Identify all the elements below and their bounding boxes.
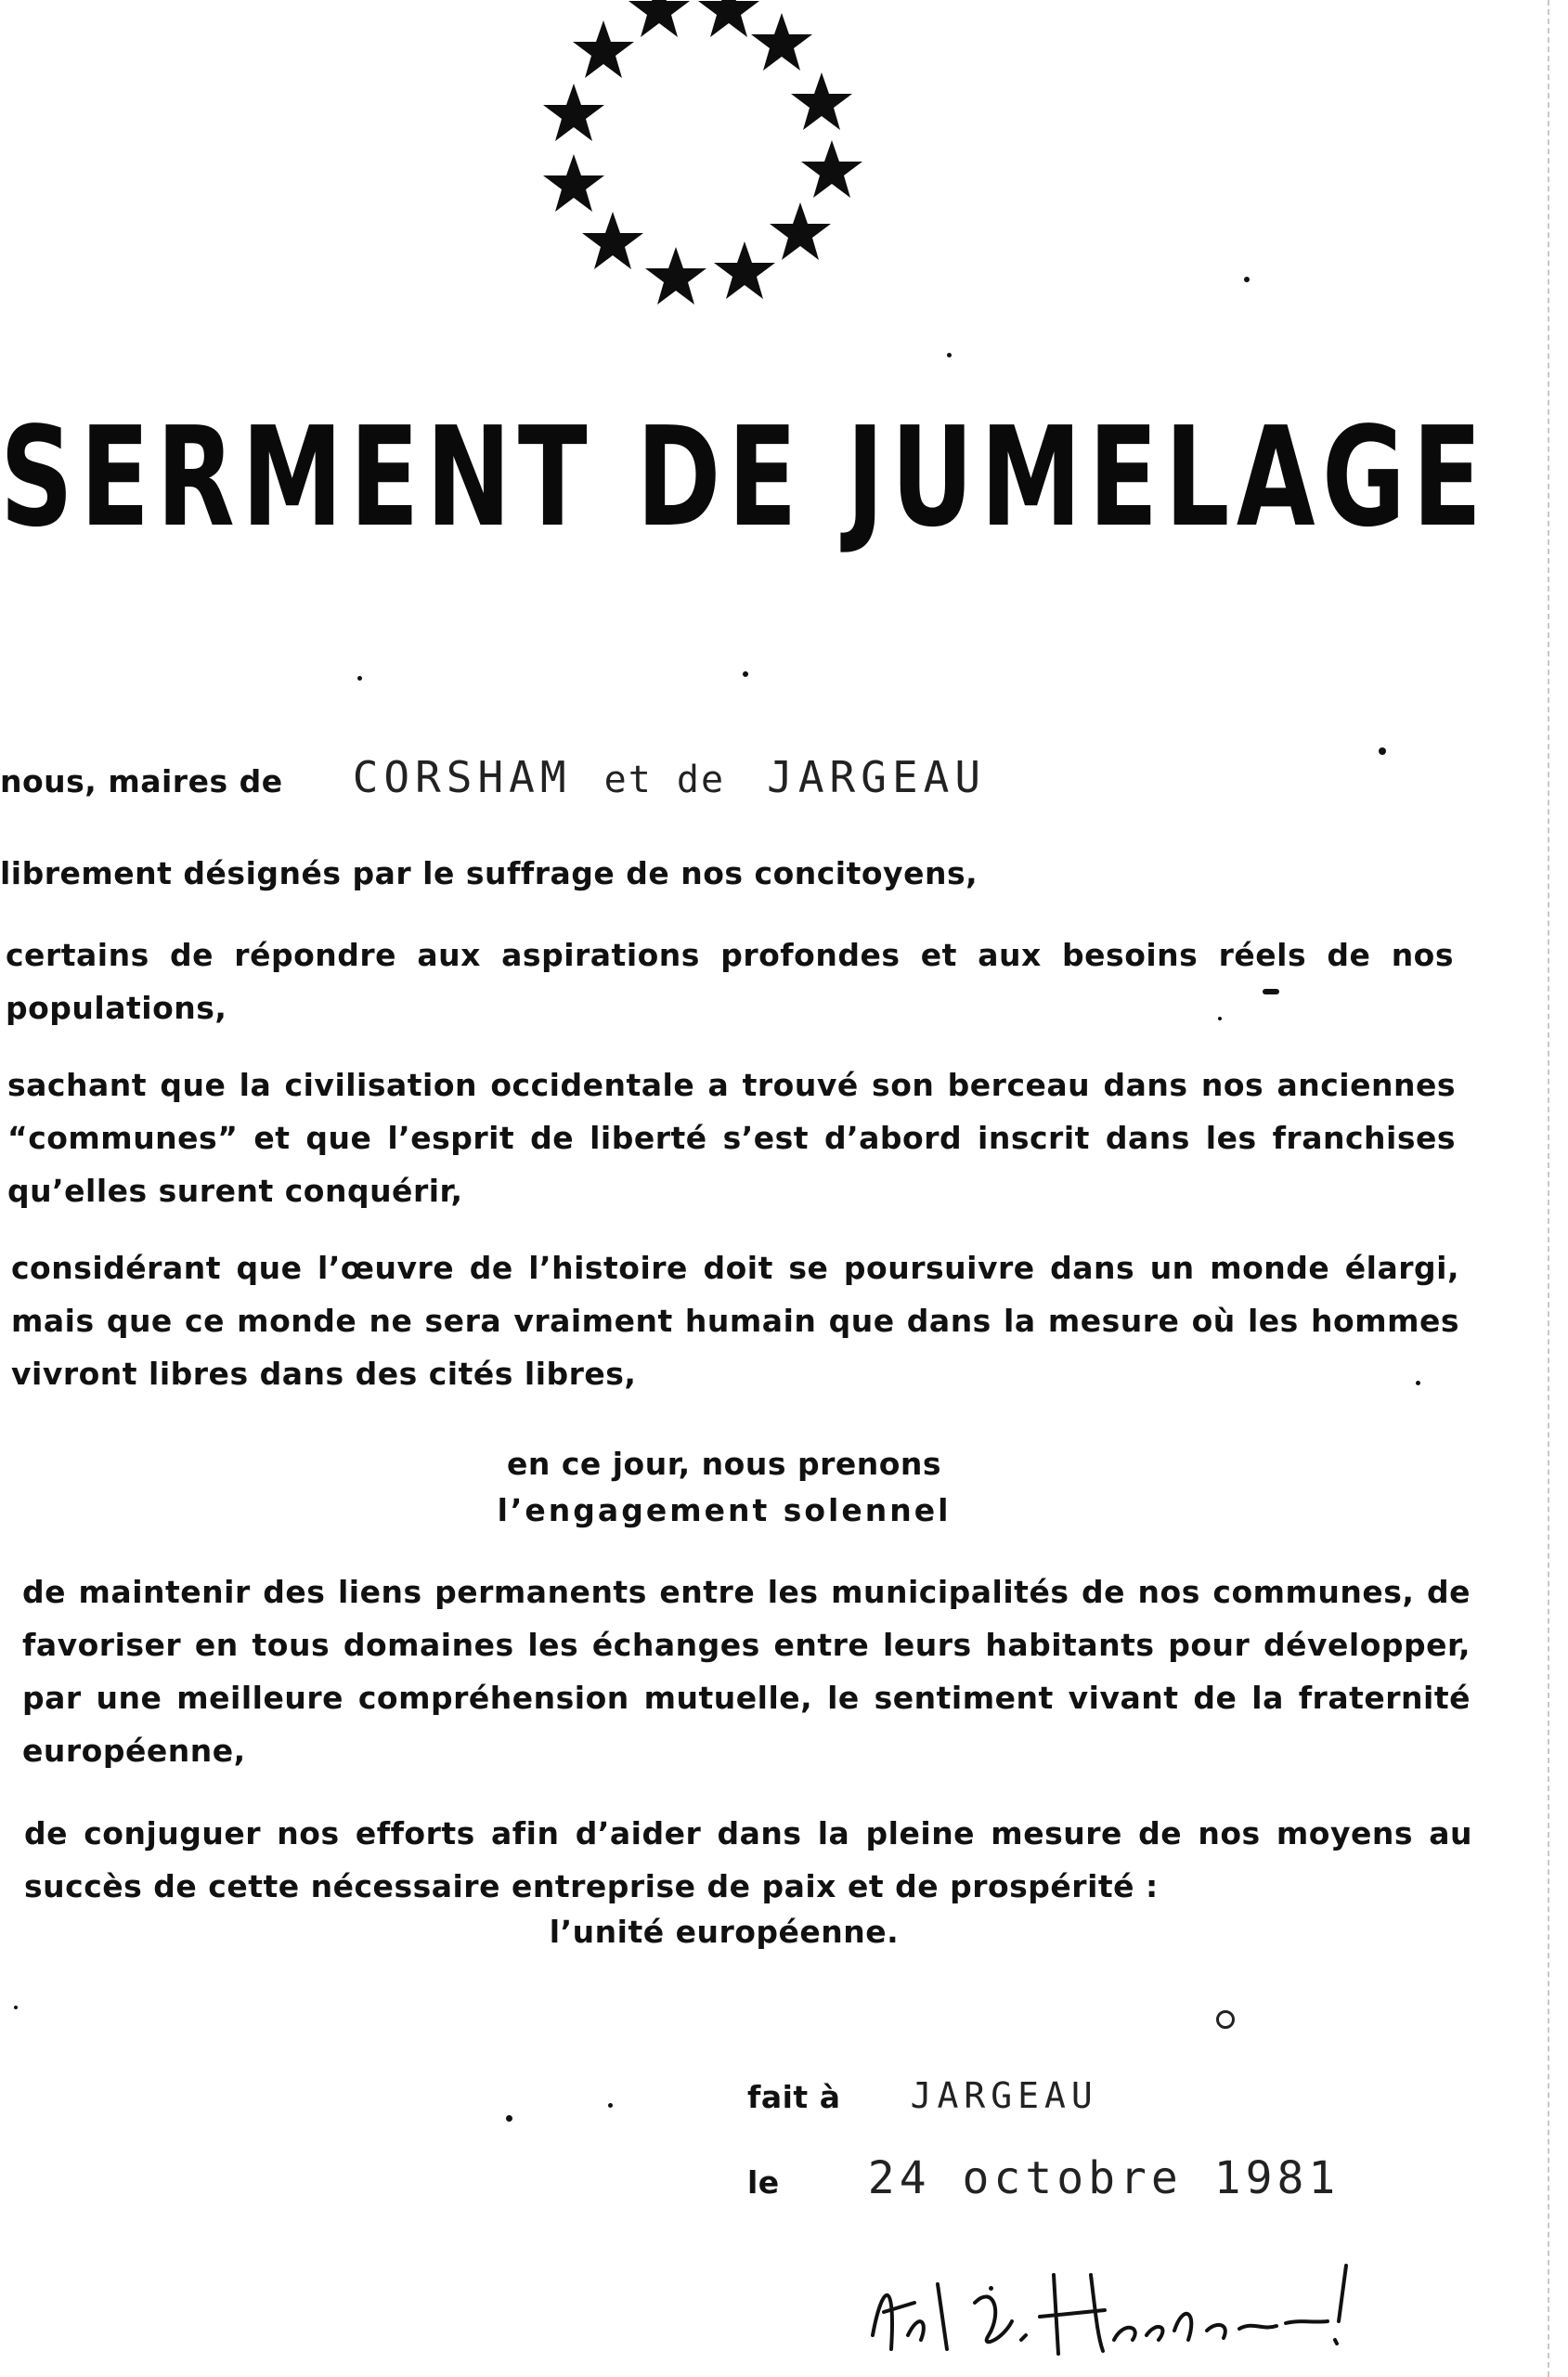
star-icon — [645, 247, 706, 305]
date-line — [747, 2152, 1340, 2209]
star-icon — [543, 154, 604, 212]
scan-speck — [947, 353, 952, 357]
paragraph-histoire: considérant que l’œuvre de l’histoire doit se poursuivre dans un monde élargi, mais que ce monde ne sera vraiment humain que dans la mesure où les hommes vivront libres dans des cités libres, — [11, 1250, 1459, 1392]
star-icon — [751, 13, 812, 71]
star-icon — [801, 140, 862, 198]
scan-speck — [506, 2115, 512, 2122]
star-icon — [714, 241, 775, 299]
star-icon — [698, 0, 759, 37]
place-handwritten: JARGEAU — [910, 2075, 1098, 2116]
closing-line: l’unité européenne. — [549, 1914, 900, 1950]
paragraph-civilisation: sachant que la civilisation occidentale a trouvé son berceau dans nos anciennes “communes” et que l’esprit de liberté s’est d’abord inscrit dans les franchises qu’elles surent conquérir, — [7, 1067, 1456, 1209]
star-icon — [791, 72, 852, 130]
scan-speck — [1263, 989, 1279, 994]
paragraph-aspirations: certains de répondre aux aspirations profondes et aux besoins réels de nos populations, — [6, 937, 1454, 1026]
paragraph-efforts: de conjuguer nos efforts afin d’aider dans la pleine mesure de nos moyens au succès de cette nécessaire entreprise de paix et de prospérité : — [24, 1815, 1472, 1904]
signature-text: Peter G. Henderson — [863, 2247, 873, 2248]
date-label: le — [747, 2164, 780, 2201]
scan-speck — [989, 2286, 993, 2291]
scan-speck — [743, 671, 748, 677]
date-handwritten: 24 octobre 1981 — [867, 2152, 1341, 2204]
document-title: SERMENT DE JUMELAGE — [0, 397, 1489, 557]
place-line — [747, 2071, 1098, 2124]
scan-speck — [1416, 1381, 1420, 1385]
mayor-signature — [863, 2247, 1383, 2377]
place-label: fait à — [747, 2079, 841, 2115]
scan-speck — [14, 2006, 18, 2009]
scan-speck — [1244, 277, 1250, 282]
scan-speck — [1218, 1017, 1222, 1020]
intro-prefix: nous, maires de — [0, 763, 283, 799]
intro-line — [0, 752, 986, 808]
conjunction-handwritten: et de — [603, 759, 726, 801]
star-icon — [770, 202, 831, 260]
scan-edge — [1548, 0, 1568, 2377]
town-a-handwritten: CORSHAM — [352, 752, 572, 802]
european-stars-emblem — [520, 0, 891, 316]
scan-speck — [1216, 2010, 1235, 2029]
star-icon — [543, 84, 604, 141]
star-icon — [582, 212, 643, 269]
engagement-line-2: l’engagement solennel — [497, 1492, 952, 1528]
paragraph-suffrage: librement désignés par le suffrage de nos concitoyens, — [0, 855, 978, 891]
town-b-handwritten: JARGEAU — [767, 752, 987, 802]
star-icon — [628, 0, 690, 37]
scan-speck — [357, 676, 362, 681]
star-icon — [573, 20, 634, 78]
paragraph-liens: de maintenir des liens permanents entre les municipalités de nos communes, de favoriser en tous domaines les échanges entre leurs habitants pour développer, par une meilleure compréhension mutuelle, le sentiment vivant de la fraternité européenne, — [22, 1574, 1471, 1769]
engagement-line-1: en ce jour, nous prenons — [506, 1446, 942, 1482]
scan-speck — [1379, 747, 1386, 755]
scan-speck — [608, 2103, 613, 2108]
